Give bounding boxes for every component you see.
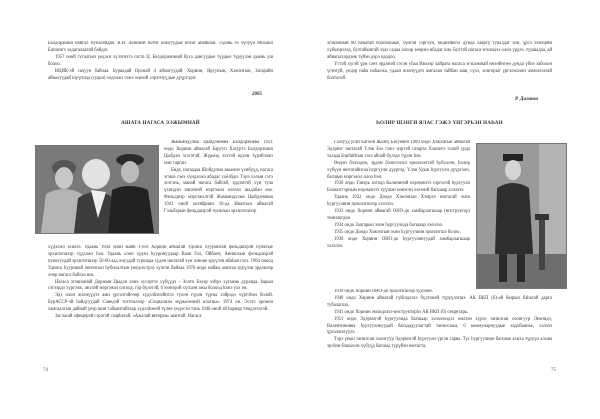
- body-text: [48, 245, 273, 349]
- intro-text: [327, 41, 552, 91]
- article-title: АШАТА НАГАСА ЭЭЖЫМНАЙ: [121, 121, 200, 126]
- body-text: [327, 289, 552, 353]
- paragraph: 1933 ондо Хориин аймагай ОНО-до хамбарлагшаар (инструктор) томилогдоо.: [327, 209, 470, 221]
- paragraph: 1938 ондо Хориин ОНО-до һургуулинуудай хамбарлагшаар хэлэлээ.: [327, 236, 470, 249]
- paragraph: Жамьяндулма Цыбдэновна Балдоржиева 1921 ондо Хориин аймагай Барууп Хасуртэ Балдоржиин Цыбдэн эсэгэтэй, Жүрмэд эхэтэй одхон түрэйлэжэ мэн тарган.: [164, 140, 273, 166]
- paragraph: Эдэ олон жэлнүүдтэ ами үргэлтэйгөөр хүдэлһэнэйнгээ түлөө гүрэн түрэы хэйрэдэ хүртэһэн болой. БурАССР-эй һайдууудай Соведэй тогтоолоор «Социализм мүрысөөнэй илагша» 1974 он. Эсэгэ оронои хамгаалгын дайнай үеэр шин табьянтайгаар хүдэлһэнэй түлөө үндэсэн тэнь 1946 оной эй һарнар тэмдэглэгэй.: [48, 293, 273, 313]
- page-number: 74: [43, 368, 48, 373]
- author-signature: Р. Далаева: [515, 97, 538, 102]
- paragraph: 1941 ондо Хориин эмхидхэхэ-инструкторһэ АК ВКП (б) секретарь.: [334, 309, 469, 315]
- paragraph: 1935 ондо Доодо Хэжэнгын эхин һургуулиин эрхилэгшэ болоо.: [334, 229, 461, 235]
- portrait-photo: [476, 143, 567, 289]
- paragraph: хүдэлжэ эхилээ. Удаань 1944 онои майн 1-бэз Хориин аймагай Удинск һуурингай фельдшэрэй пунктые эрхилэгшээр хүдэлжэ һэн. Удаань олон худэн һууринуудаар Ваан Гол, Ойбонт, Анинскын фельдшэрэй пунктуудай эрхилэгшээр 50-60-аад онуудай туршада хүдөө нютагай хүн зоноие эрүүлэн ябаһан гэхэ. 1964 оноод Удинск һууринай эмнэлгын һубилалтын (медсестрэ) хүлгэн байлаа 1976 ондо найжа амитаа эрүүлэн эрдэмээр хөөр нагаса байгаа юм.: [48, 245, 273, 278]
- intro-text: [48, 41, 273, 91]
- paragraph: эгэшэмнай 80 наһатай болобошые, хүнгэн сэргэун, биднэйнгээ дунда хаяргү туһалдаг һэн, үрсэ зээнэрйн хүбшэрэлэд, бултайынгай зэдэ садаа олоор зөөржэ ябадаг юм. Бултэй нагаса эгэшэдээ олон үрдээ, туршадаа, ай айнагыхэрдэнь түйэн дэрэ ододоо.: [327, 41, 552, 60]
- paragraph: 1939 ондо Хориин ОНО-до эрхилэгшээр худэлөө.: [334, 289, 433, 294]
- paragraph: Үгтэй хүгэй үри сэеэ эрдэмэй сэсэн уһаа Ивэлэр хайрата нагаса эгэшэмнай нөхөйнтөө дунда үбиэ заболон үгэнгүй, үндэр наһа наһалжа, удаан жэлнүүдтэ амгалан тайбан ааш, сүхэ, хонгорыг үргэлжэлжэ амжилтатай болтогой.: [327, 61, 552, 81]
- paragraph: 1934 ондо Заагарын эхин һургуулида багшаар хэлэлээ.: [334, 222, 443, 228]
- article-title: ҺОЛИР ШЭНГИ ЯЛАС ГЭЖЭ ҮНГЭРЬЭН НАҺАН: [376, 121, 503, 126]
- paragraph: 1951 ондо Эдэрмэгэй һургуулида багшаар хэлэлэхэдээ нилээн хүрээ танилсан соонгуур Леонидэ, Валентиновна һургуулинуудай багададуулагтай танилсажа, 6 коммунарнуудые хадхбаниье, хэлэлэ үргэлжэлүүлэ.: [327, 316, 552, 336]
- year-label: 2005: [252, 92, 262, 97]
- paragraph: 1940 ондо Хориин аймагай гүйсэдхэхэ бүлгэмэй түрүүлэгшэ. АК ВКП (б)-ай бюрын баһагай дарга тубалагша.: [327, 295, 552, 308]
- portrait-figure-icon: [477, 144, 566, 288]
- paragraph: Биде, нагаадаа Шойдулма эжымнэ үхибүүд, нагаса эгэшэ сэеэ хүндэлжэ ябадаг соёлбди. Тэрэ хэлын сэтэ эсэгэнь, манай нагаса байгай, эрдэмтэй хүн тула үхиндэн эмшэнэй мэргэжэл олгохо шадабан юм. Фельдшэр мэргэжэлтэй Жамьяндулма Цыбдэновна 1941 оной октябриин 16-да Ивалгын аймагай Гэльбэрын фельдшэрэй пунктын эрхилэгшээр: [164, 167, 273, 215]
- paragraph: Балдоржиин байгал Һунагайдан. В.И. Ленинэй ботиг номгуудые ботиг абайшан. Тэдэнь ээ хүбүүн Михаил Батоингэ хадагалаатай байдаг.: [48, 41, 273, 53]
- paragraph: Тэрэ үеын танилсан соонгуур Эдэрмэгэй һургуули үргэн гарва. Түс һургуулиин багшые ахиха түрүүн алхам эрэһэн бэшыхэн хүбүүд багшад түрүйэн нютагта,: [327, 337, 552, 350]
- paragraph: 1930 ондо Тэвэрь хотодо Калининэй нэрэмжэтэ сэргэлэй һургуули Бэлжигтэрным нэрэмжэтэ хүүшэн мэнэгэн хэлэнэй багшаар хэлэлээ.: [327, 181, 470, 194]
- paragraph: Өөдэн бэлхэдөө, эрдэм бэлигэлэхэ эрмэлзэлтэй һубэлээн, һолир хүбүүн нютагайнгаа һургуули дүүргэд. Үлэн Удын һургуули дүүргэжэ, багшын мэргэжэл олоо һэн.: [327, 160, 470, 180]
- paragraph: Нагаса эгэшэмнай Доржын Цыдэн хэмэ хусэртээ хүбүүдэ – Золто Бэлэр хэйрэ хүгъянь дурляда. һарын сэгээрдэ хүргээж, эжэлэй мэргэжэл олгоод, гэр бүлэтэй, 6 зээнэрэй хүгшэн эжы болоод һэжэ үхэ эм.: [48, 279, 273, 292]
- photo-figures-icon: [36, 146, 158, 233]
- side-text: [164, 140, 273, 244]
- paragraph: Галзууд угай Батоин Жалбу Батуевич 1909 ондо Хэжэнгын аймагай Эдэрнэг нютагай Үлэн Бэл гэжэ нэртэй газарта Хэжэнгэ голой урда талада Бэрбийтын гэхэ айлай бүлэдэ түрэн һэн.: [327, 140, 470, 159]
- paragraph: Удаань 1932 ондо Доодо Хэжэнгын Хэмрхэ нютагай эхин һургуулиин эрхилэгшээр хэлэлээ.: [327, 195, 470, 208]
- right-page: [300, 0, 600, 419]
- side-text: [327, 140, 470, 288]
- paragraph: 1957 оной гуталгын үедэхи хүлэгнэтэ сагта Ц. Балдоржиинай буха дансуудые түүдые түрүүлэн дыень уш болоо.: [48, 54, 273, 67]
- paragraph: ВЦИК-эй сахуун байлаа. Буряадай Оронай 4 аймагуудай: Хориин, Яруунын, Хэжэнгын, Загарайн аймагуудай шүүгшэд (судьи) хөдэлжэ гэжэ эхинэй хэрэгнүүдые дүүргэдэг.: [48, 68, 273, 81]
- family-photo: [35, 145, 159, 234]
- paragraph: Заслагай офицерэй сэрэгэй саарһатай. «Ажалай ветеран» шантай. Нагаса: [55, 314, 202, 320]
- page-number: 75: [551, 368, 556, 373]
